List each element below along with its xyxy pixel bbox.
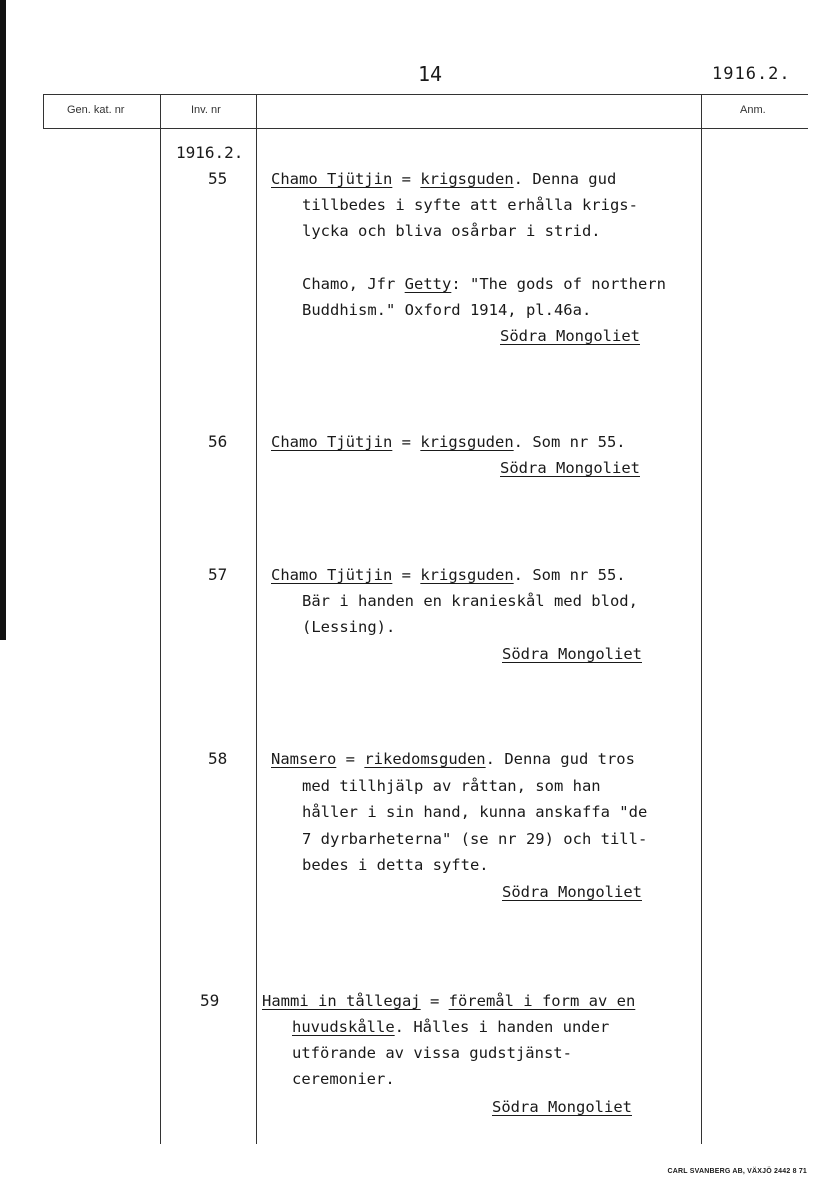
entry-title: Namsero [271, 750, 337, 768]
table-header-rule [43, 128, 808, 129]
column-header-anm: Anm. [740, 104, 766, 116]
inv-number: 55 [208, 169, 228, 188]
column-header-gen-kat: Gen. kat. nr [67, 104, 125, 116]
entry-region: Södra Mongoliet [502, 883, 642, 901]
entry-meaning: krigsguden [420, 170, 514, 188]
entry-line: bedes i detta syfte. [302, 856, 489, 874]
entry-head: Chamo Tjütjin = krigsguden. Som nr 55. [271, 433, 626, 451]
entry-region: Södra Mongoliet [500, 459, 640, 477]
entry-line: huvudskålle. Hålles i handen under [292, 1018, 610, 1036]
entry-title: Chamo Tjütjin [271, 566, 393, 584]
inv-number: 59 [200, 991, 220, 1010]
entry-meaning-continued: huvudskålle [292, 1018, 395, 1036]
entry-line: lycka och bliva osårbar i strid. [302, 222, 601, 240]
entry-region: Södra Mongoliet [502, 645, 642, 663]
entry-meaning: krigsguden [420, 433, 514, 451]
entry-head: Chamo Tjütjin = krigsguden. Denna gud [271, 170, 617, 188]
entry-line: 7 dyrbarheterna" (se nr 29) och till- [302, 830, 648, 848]
year-label: 1916.2. [176, 143, 244, 162]
entry-title: Hammi in tållegaj [262, 992, 421, 1010]
entry-line: utförande av vissa gudstjänst- [292, 1044, 572, 1062]
entry-head: Hammi in tållegaj = föremål i form av en [262, 992, 636, 1010]
entry-line: håller i sin hand, kunna anskaffa "de [302, 803, 648, 821]
entry-line: Bär i handen en kranieskål med blod, [302, 592, 638, 610]
table-left-border [43, 94, 44, 128]
table-top-rule [43, 94, 808, 95]
header-date-code: 1916.2. [712, 64, 791, 84]
entry-line: tillbedes i syfte att erhålla krigs- [302, 196, 638, 214]
inv-number: 56 [208, 432, 228, 451]
entry-reference-line: Buddhism." Oxford 1914, pl.46a. [302, 301, 592, 319]
entry-title: Chamo Tjütjin [271, 170, 393, 188]
entry-meaning: rikedomsguden [364, 750, 486, 768]
entry-line: ceremonier. [292, 1070, 395, 1088]
column-header-inv: Inv. nr [191, 104, 221, 116]
page-number: 14 [418, 62, 443, 86]
entry-meaning: krigsguden [420, 566, 514, 584]
entry-title: Chamo Tjütjin [271, 433, 393, 451]
printer-imprint: CARL SVANBERG AB, VÄXJÖ 2442 8 71 [667, 1168, 807, 1175]
entry-meaning: föremål i form av en [448, 992, 636, 1010]
inv-number: 58 [208, 749, 228, 768]
entry-head: Namsero = rikedomsguden. Denna gud tros [271, 750, 635, 768]
left-margin-bar [0, 0, 6, 640]
column-divider-anm [701, 94, 702, 1144]
entry-line: (Lessing). [302, 618, 396, 636]
inv-number: 57 [208, 565, 228, 584]
entry-reference: Chamo, Jfr Getty: "The gods of northern [302, 275, 666, 293]
entry-region: Södra Mongoliet [500, 327, 640, 345]
column-divider-inv [160, 94, 161, 1144]
entry-region: Södra Mongoliet [492, 1098, 632, 1116]
entry-line: med tillhjälp av råttan, som han [302, 777, 601, 795]
column-divider-text [256, 94, 257, 1144]
entry-head: Chamo Tjütjin = krigsguden. Som nr 55. [271, 566, 626, 584]
